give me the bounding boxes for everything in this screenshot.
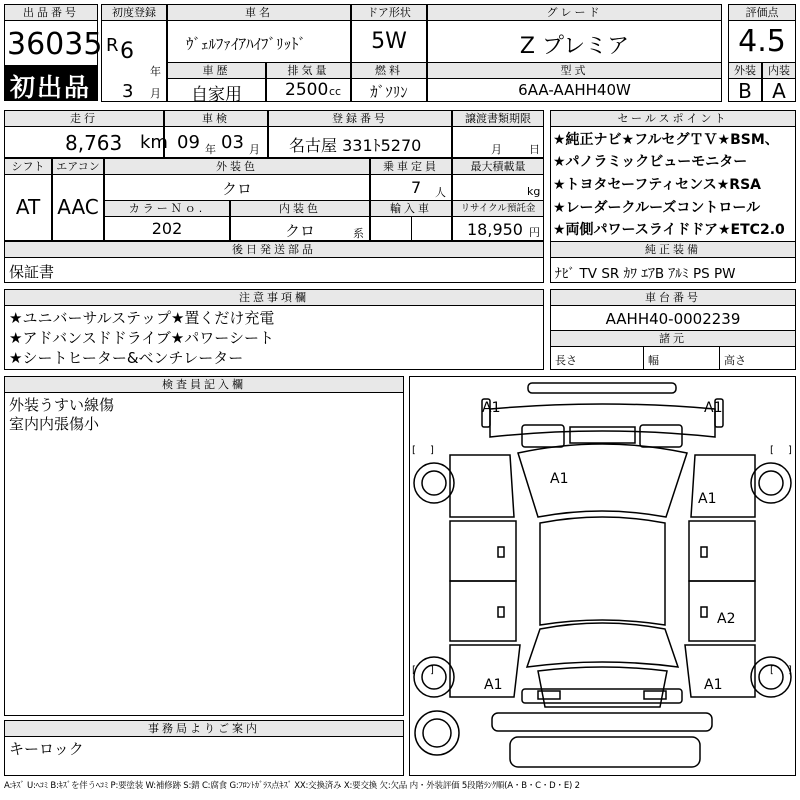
svg-text:]: ]	[788, 445, 792, 456]
sales-point-line: ★両側パワースライドドア★ETC2.0	[553, 222, 785, 238]
model-label: 型式	[427, 62, 722, 79]
first-reg-cell	[101, 20, 167, 102]
model-value: 6AA-AAHH40W	[518, 81, 631, 99]
door-value: 5W	[371, 29, 407, 54]
sales-point-line: ★レーダークルーズコントロール	[553, 200, 761, 216]
score-value: 4.5	[738, 24, 786, 59]
specs-label: 諸元	[550, 330, 796, 347]
history-label: 車歴	[167, 62, 266, 79]
inspector-line: 外装うすい線傷	[9, 396, 115, 414]
sales-point-line: ★パノラミックビューモニター	[553, 154, 748, 170]
office-label: 事務局よりご案内	[4, 720, 404, 737]
int-color-label: 内装色	[230, 200, 370, 217]
spec-height-label: 高さ	[724, 354, 746, 367]
sales-points-box	[550, 126, 796, 242]
history-cell	[167, 78, 266, 105]
fuel-label: 燃料	[351, 62, 427, 79]
shift-value: AT	[15, 195, 41, 219]
plate-label: 登録番号	[268, 110, 452, 127]
shift-label: シフト	[4, 158, 52, 175]
max-load-cell	[452, 174, 544, 201]
capacity-value: 7	[411, 178, 422, 197]
displacement-label: 排気量	[266, 62, 351, 79]
grade-value: Z プレミア	[519, 34, 630, 59]
damage-diagram	[409, 376, 796, 776]
color-no-value: 202	[151, 219, 183, 238]
first-reg-month-unit: 月	[150, 87, 161, 100]
transfer-month-unit: 月	[491, 143, 502, 156]
inspection-cell	[164, 126, 268, 158]
sales-point-line: ★トヨタセーフティセンス★RSA	[553, 177, 761, 193]
ext-score-value: B	[738, 79, 752, 103]
damage-mark: A1	[704, 400, 723, 416]
damage-mark: A1	[482, 400, 501, 416]
plate-cell	[268, 126, 452, 158]
damage-mark: A2	[717, 611, 736, 627]
ext-color-cell	[104, 174, 370, 201]
inspection-year-unit: 年	[205, 143, 216, 156]
displacement-value: 2500	[285, 80, 329, 100]
mileage-cell	[4, 126, 168, 158]
history-value: 自家用	[191, 85, 242, 105]
color-no-cell	[104, 216, 230, 241]
damage-mark: A1	[550, 471, 569, 487]
caution-line: ★シートヒーター&ベンチレーター	[9, 349, 244, 367]
fuel-value: ｶﾞｿﾘﾝ	[370, 83, 408, 101]
lot-number: 36035	[7, 27, 103, 62]
car-outline-diagram	[410, 377, 795, 775]
svg-text:[: [	[412, 665, 416, 676]
later-parts-label: 後日発送部品	[4, 241, 544, 258]
import-cell-2	[411, 216, 452, 241]
equipment-label: 純正装備	[550, 241, 796, 258]
int-score-cell	[762, 78, 796, 102]
svg-text:[: [	[770, 445, 774, 456]
svg-text:]: ]	[430, 445, 434, 456]
max-load-unit: kg	[527, 185, 541, 198]
aircon-value: AAC	[57, 195, 99, 219]
damage-mark: A1	[484, 677, 503, 693]
int-color-unit: 系	[353, 227, 364, 240]
mileage-unit: km	[140, 132, 168, 153]
recycle-value: 18,950	[467, 220, 523, 239]
inspector-label: 検査員記入欄	[4, 376, 404, 393]
caution-box	[4, 305, 544, 370]
recycle-unit: 円	[529, 226, 540, 239]
first-listing-text: 初出品	[10, 73, 92, 102]
spec-height-cell	[719, 346, 796, 370]
capacity-cell	[370, 174, 452, 201]
grade-label: グレード	[427, 4, 722, 21]
mileage-label: 走行	[4, 110, 164, 127]
door-cell	[351, 20, 427, 63]
first-reg-month: 3	[122, 81, 134, 102]
model-cell	[427, 78, 722, 102]
spec-length-cell	[550, 346, 644, 370]
office-value: キーロック	[9, 740, 84, 758]
svg-text:[: [	[770, 665, 774, 676]
door-label: ドア形状	[351, 4, 427, 21]
transfer-day-unit: 日	[529, 143, 540, 156]
int-score-label: 内装	[762, 62, 796, 79]
car-name-label: 車名	[167, 4, 351, 21]
max-load-label: 最大積載量	[452, 158, 544, 175]
color-no-label: カラーＮｏ.	[104, 200, 230, 217]
recycle-cell	[452, 216, 544, 241]
capacity-label: 乗車定員	[370, 158, 452, 175]
first-reg-year-unit: 年	[150, 65, 161, 78]
fuel-cell	[351, 78, 427, 102]
inspection-year: 09	[177, 132, 200, 153]
lot-number-cell	[4, 20, 103, 66]
score-cell	[728, 20, 796, 63]
sales-point-line: ★純正ナビ★フルセグＴＶ★BSM、	[553, 132, 779, 148]
lot-label: 出品番号	[4, 4, 98, 21]
aircon-label: エアコン	[52, 158, 104, 175]
spec-length-label: 長さ	[555, 354, 577, 367]
caution-line: ★アドバンスドドライブ★パワーシート	[9, 329, 274, 347]
chassis-label: 車台番号	[550, 289, 796, 306]
ext-color-value: クロ	[221, 180, 252, 198]
equipment-value: ﾅﾋﾞ TV SR ｶﾜ ｴｱB ｱﾙﾐ PS PW	[555, 266, 736, 282]
transfer-cell	[452, 126, 544, 158]
svg-text:]: ]	[788, 665, 792, 676]
mileage-value: 8,763	[65, 131, 123, 155]
score-label: 評価点	[728, 4, 796, 21]
chassis-value: AAHH40-0002239	[605, 310, 741, 328]
car-name-value: ｳﾞｪﾙﾌｧｲｱﾊｲﾌﾞﾘｯﾄﾞ	[186, 35, 307, 53]
import-cell	[370, 216, 412, 241]
capacity-unit: 人	[435, 186, 446, 199]
ext-color-label: 外装色	[104, 158, 370, 175]
ext-score-label: 外装	[728, 62, 762, 79]
inspection-month: 03	[221, 132, 244, 153]
caution-label: 注意事項欄	[4, 289, 544, 306]
int-score-value: A	[772, 79, 786, 103]
equipment-cell	[550, 257, 796, 283]
displacement-unit: cc	[329, 85, 342, 98]
spec-width-cell	[643, 346, 720, 370]
spec-width-label: 幅	[648, 354, 659, 367]
inspector-box	[4, 392, 404, 716]
int-color-cell	[230, 216, 370, 241]
later-parts-cell	[4, 257, 544, 283]
legend-footer: A:ｷｽﾞ U:ﾍｺﾐ B:ｷｽﾞを伴うﾍｺﾐ P:要塗装 W:補修跡 S:錆 C:腐食 G:ﾌﾛﾝﾄｶﾞﾗｽ点ｷｽﾞ XX:交換済み X:要交換 欠:欠品 内・外装評価 5段階ﾗﾝｸ順(A・B・C・D・E) 2	[4, 781, 580, 791]
car-name-cell	[167, 20, 351, 63]
caution-line: ★ユニバーサルステップ★置くだけ充電	[9, 309, 275, 327]
inspection-month-unit: 月	[249, 143, 260, 156]
first-reg-era: R	[106, 35, 119, 56]
shift-cell	[4, 174, 52, 241]
damage-mark: A1	[704, 677, 723, 693]
damage-mark: A1	[698, 491, 717, 507]
aircon-cell	[52, 174, 104, 241]
office-box	[4, 736, 404, 776]
grade-cell	[427, 20, 722, 63]
inspection-label: 車検	[164, 110, 268, 127]
first-listing-badge	[4, 65, 98, 101]
int-color-value: クロ	[284, 222, 315, 240]
plate-value: 名古屋 331ﾄ5270	[289, 136, 422, 155]
svg-text:[: [	[412, 445, 416, 456]
first-reg-label: 初度登録	[101, 4, 167, 21]
import-label: 輸入車	[370, 200, 452, 217]
transfer-label: 譲渡書類期限	[452, 110, 544, 127]
svg-text:]: ]	[430, 665, 434, 676]
recycle-label: リサイクル預託金	[452, 200, 544, 217]
inspector-line: 室内内張傷小	[9, 415, 100, 433]
later-parts-value: 保証書	[9, 263, 55, 281]
first-reg-year: 6	[120, 39, 134, 64]
ext-score-cell	[728, 78, 762, 102]
sales-points-label: セールスポイント	[550, 110, 796, 127]
chassis-cell	[550, 305, 796, 331]
displacement-cell	[266, 78, 351, 102]
